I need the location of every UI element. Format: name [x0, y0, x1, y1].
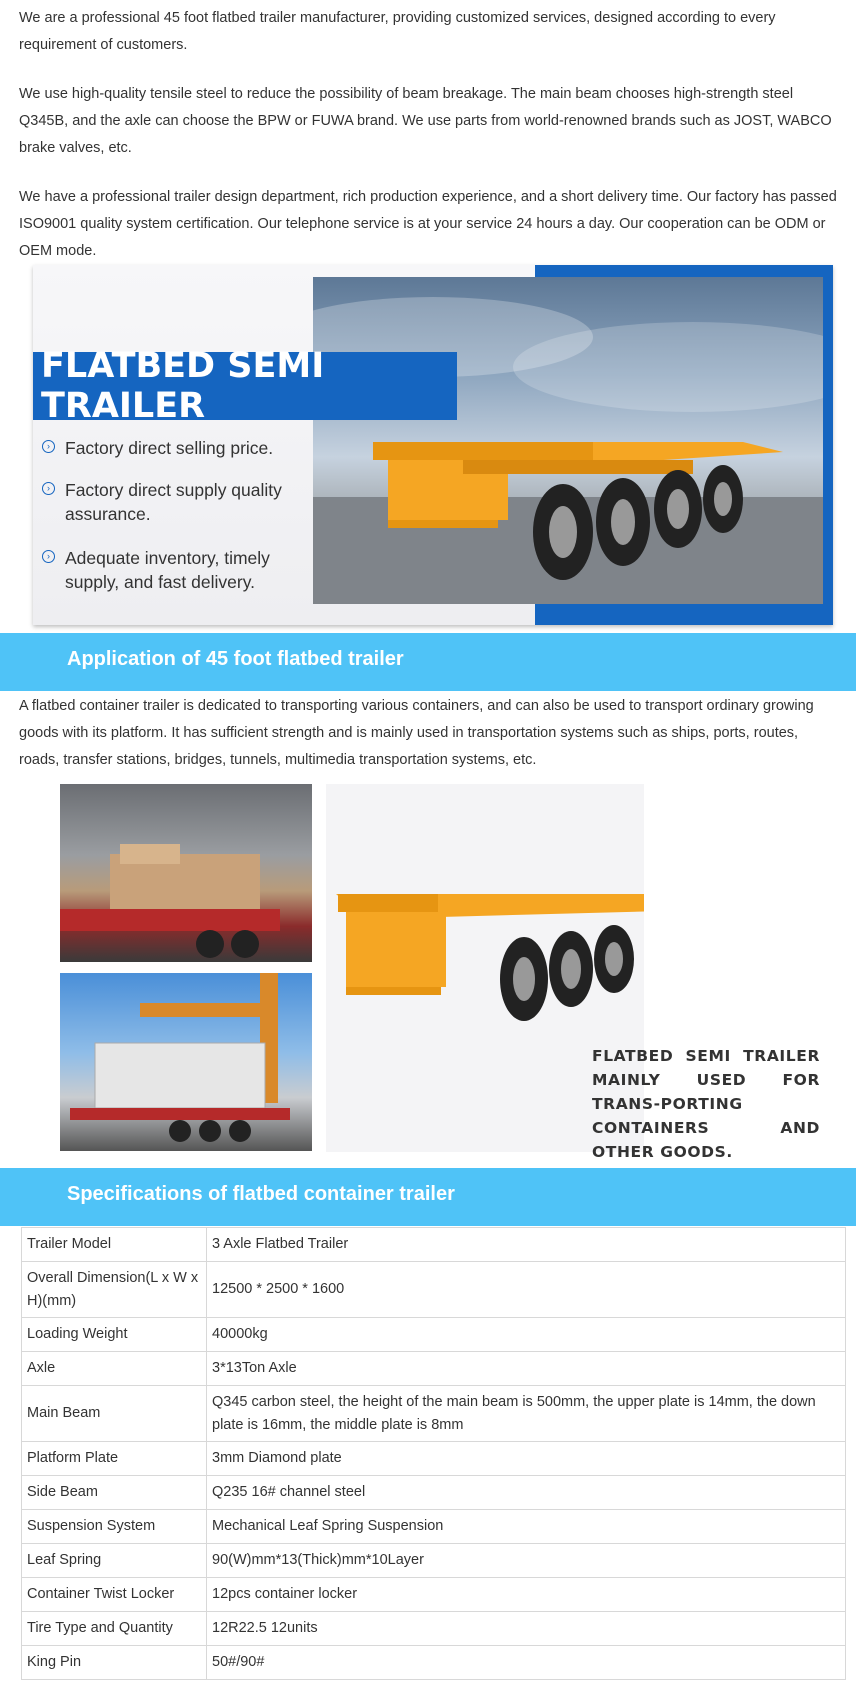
spec-value: Q345 carbon steel, the height of the main beam is 500mm, the upper plate is 14mm, the down plate is 16mm, the middle plate is 8mm	[207, 1386, 846, 1442]
table-row	[22, 1476, 846, 1510]
spec-label: Axle	[22, 1352, 207, 1386]
spec-label: Loading Weight	[22, 1318, 207, 1352]
spec-value: 90(W)mm*13(Thick)mm*10Layer	[207, 1544, 846, 1578]
table-row	[22, 1352, 846, 1386]
table-row	[22, 1228, 846, 1262]
intro-paragraph-2: We use high-quality tensile steel to reduce the possibility of beam breakage. The main beam chooses high-strength steel Q345B, and the axle can choose the BPW or FUWA brand. We use parts from world-renowned brands such as JOST, WABCO brake valves, etc.	[19, 86, 832, 156]
boxes-on-trailer-illustration	[60, 784, 312, 962]
spec-label: Tire Type and Quantity	[22, 1612, 207, 1646]
table-row	[22, 1442, 846, 1476]
spec-label: Suspension System	[22, 1510, 207, 1544]
chevron-circle-icon: ›	[42, 482, 55, 495]
spec-label: Overall Dimension(L x W x H)(mm)	[22, 1262, 207, 1318]
banner-title: FLATBED SEMI TRAILER	[41, 346, 325, 426]
warehouse-loading-photo	[60, 784, 312, 962]
table-row	[22, 1612, 846, 1646]
table-row	[22, 1318, 846, 1352]
spec-value: 12pcs container locker	[207, 1578, 846, 1612]
container-lift-illustration	[60, 973, 312, 1151]
table-row	[22, 1262, 846, 1318]
spec-value: 50#/90#	[207, 1646, 846, 1680]
spec-value: Mechanical Leaf Spring Suspension	[207, 1510, 846, 1544]
spec-value: 3mm Diamond plate	[207, 1442, 846, 1476]
spec-label: Side Beam	[22, 1476, 207, 1510]
specifications-header	[0, 1168, 856, 1226]
spec-label: Container Twist Locker	[22, 1578, 207, 1612]
spec-label: Trailer Model	[22, 1228, 207, 1262]
spec-value: Q235 16# channel steel	[207, 1476, 846, 1510]
trailer-illustration	[313, 277, 823, 604]
table-row	[22, 1386, 846, 1442]
spec-value: 3*13Ton Axle	[207, 1352, 846, 1386]
application-heading: Application of 45 foot flatbed trailer	[67, 648, 404, 670]
banner-title-box	[33, 346, 457, 426]
banner-bullet: › Factory direct selling price.	[42, 436, 302, 460]
spec-label: Platform Plate	[22, 1442, 207, 1476]
intro-paragraph-3: We have a professional trailer design department, rich production experience, and a short delivery time. Our factory has passed ISO9001 quality system certification. Our telephone service is at your service 24 hours a day. Our cooperation can be ODM or OEM mode.	[19, 189, 837, 259]
chevron-circle-icon: ›	[42, 550, 55, 563]
spec-value: 12R22.5 12units	[207, 1612, 846, 1646]
chevron-circle-icon: ›	[42, 440, 55, 453]
intro-paragraph-1: We are a professional 45 foot flatbed trailer manufacturer, providing customized services, designed according to every requirement of customers.	[19, 10, 776, 53]
spec-value: 12500 * 2500 * 1600	[207, 1262, 846, 1318]
banner-bullet: › Adequate inventory, timely supply, and fast delivery.	[42, 546, 302, 594]
table-row	[22, 1544, 846, 1578]
table-row	[22, 1578, 846, 1612]
trailer-photo	[313, 277, 823, 604]
application-caption: FLATBED SEMI TRAILER MAINLY USED FOR TRANS-PORTING CONTAINERS AND OTHER GOODS.	[592, 1047, 820, 1161]
banner-bullet: › Factory direct supply quality assurance.	[42, 478, 302, 526]
application-header	[0, 633, 856, 691]
spec-label: Main Beam	[22, 1386, 207, 1442]
spec-label: King Pin	[22, 1646, 207, 1680]
application-paragraph: A flatbed container trailer is dedicated to transporting various containers, and can also be used to transport ordinary growing goods with its platform. It has sufficient strength and is mainly used in transportation systems such as ships, ports, routes, roads, transfer stations, bridges, tunnels, multimedia transportation systems, etc.	[19, 698, 814, 768]
specifications-heading: Specifications of flatbed container trailer	[67, 1183, 455, 1205]
spec-value: 3 Axle Flatbed Trailer	[207, 1228, 846, 1262]
table-row	[22, 1646, 846, 1680]
container-crane-photo	[60, 973, 312, 1151]
specifications-table	[21, 1227, 846, 1680]
spec-value: 40000kg	[207, 1318, 846, 1352]
spec-label: Leaf Spring	[22, 1544, 207, 1578]
trailer-side-illustration	[326, 784, 644, 1044]
table-row	[22, 1510, 846, 1544]
